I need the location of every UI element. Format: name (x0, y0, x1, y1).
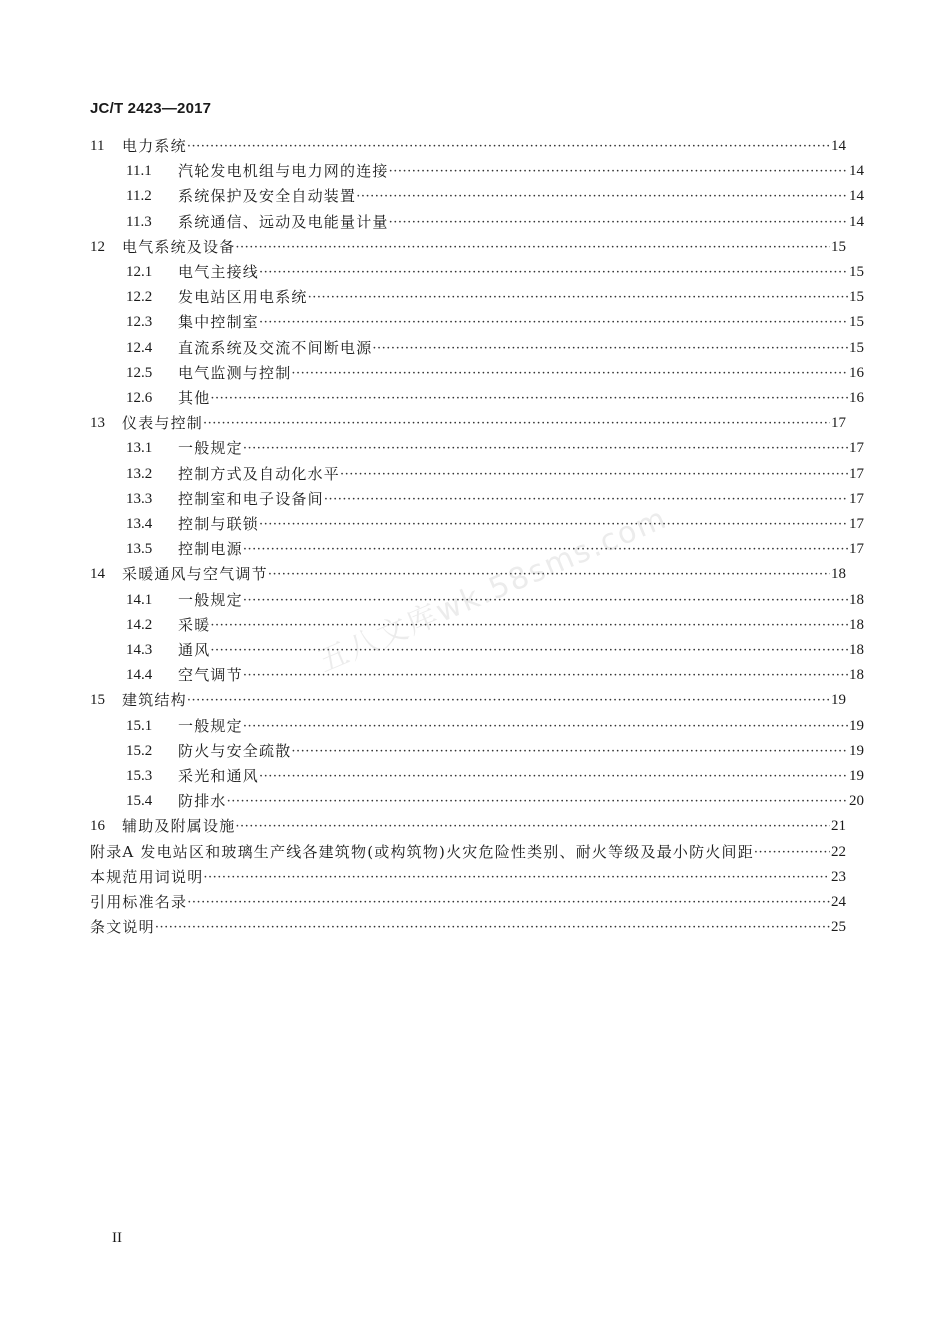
toc-title: 防排水 (178, 792, 227, 811)
toc-leader-dots (291, 739, 848, 764)
toc-page-number: 18 (849, 642, 864, 658)
toc-title: 控制室和电子设备间 (178, 489, 324, 508)
toc-leader-dots (187, 688, 830, 713)
toc-title: 其他 (178, 389, 211, 407)
toc-page-number: 21 (831, 818, 846, 835)
toc-title: 电气监测与控制 (178, 363, 292, 382)
toc-title: 本规范用词说明 (90, 867, 204, 886)
toc-appendix-row[interactable] (90, 915, 846, 940)
toc-title: 采光和通风 (178, 767, 260, 785)
toc-subsection-row[interactable] (108, 336, 864, 361)
toc-number: 16 (90, 818, 105, 835)
toc-page-number: 24 (831, 894, 846, 910)
toc-title: 系统保护及安全自动装置 (178, 187, 357, 206)
toc-page-number: 14 (849, 188, 864, 205)
toc-leader-dots (243, 537, 848, 562)
toc-title: 电力系统 (122, 137, 187, 155)
toc-subsection-row[interactable] (108, 512, 864, 537)
toc-number: 13.2 (126, 465, 153, 482)
document-code: JC/T 2423—2017 (90, 100, 212, 117)
toc-title: 控制电源 (178, 540, 243, 559)
toc-subsection-row[interactable] (108, 310, 864, 335)
toc-page-number: 14 (849, 163, 864, 180)
toc-subsection-row[interactable] (108, 638, 864, 663)
toc-subsection-row[interactable] (108, 487, 864, 512)
toc-subsection-row[interactable] (108, 789, 864, 814)
toc-leader-dots (243, 663, 848, 688)
toc-title: 空气调节 (178, 666, 243, 685)
toc-leader-dots (187, 134, 830, 159)
toc-number: 13 (90, 415, 105, 432)
toc-section-row[interactable] (90, 235, 846, 260)
toc-subsection-row[interactable] (108, 739, 864, 764)
toc-title: 仪表与控制 (122, 414, 204, 433)
toc-page-number: 16 (849, 364, 864, 381)
toc-page-number: 19 (849, 717, 864, 734)
toc-page-number: 19 (849, 768, 864, 784)
toc-page-number: 14 (831, 138, 846, 154)
toc-page-number: 18 (849, 616, 864, 633)
toc-number: 12.3 (126, 314, 153, 331)
toc-page-number: 17 (831, 415, 846, 432)
toc-number: 13.5 (126, 541, 153, 558)
toc-page-number: 25 (831, 919, 846, 936)
toc-subsection-row[interactable] (108, 361, 864, 386)
toc-page-number: 15 (849, 289, 864, 306)
toc-title: 采暖通风与空气调节 (122, 565, 268, 584)
toc-subsection-row[interactable] (108, 159, 864, 184)
page-number: II (112, 1230, 122, 1246)
toc-page-number: 15 (849, 339, 864, 356)
toc-leader-dots (340, 462, 848, 487)
toc-leader-dots (243, 436, 848, 461)
toc-subsection-row[interactable] (108, 184, 864, 209)
toc-leader-dots (243, 714, 848, 739)
toc-subsection-row[interactable] (108, 210, 864, 235)
toc-title: 一般规定 (178, 590, 243, 609)
toc-subsection-row[interactable] (108, 764, 864, 789)
toc-subsection-row[interactable] (108, 588, 864, 613)
toc-page-number: 18 (849, 591, 864, 608)
toc-title: 一般规定 (178, 439, 243, 458)
toc-title: 汽轮发电机组与电力网的连接 (178, 162, 389, 181)
toc-title: 电气系统及设备 (122, 237, 236, 256)
toc-title: 附录A 发电站区和玻璃生产线各建筑物(或构筑物)火灾危险性类别、耐火等级及最小防火间距 (90, 842, 754, 861)
toc-title: 一般规定 (178, 716, 243, 735)
toc-section-row[interactable] (90, 411, 846, 436)
toc-title: 引用标准名录 (90, 893, 188, 911)
toc-number: 11.3 (126, 213, 152, 230)
toc-leader-dots (155, 915, 830, 940)
toc-subsection-row[interactable] (108, 663, 864, 688)
toc-title: 控制与联锁 (178, 515, 260, 533)
toc-leader-dots (389, 210, 848, 235)
toc-leader-dots (389, 159, 848, 184)
toc-number: 13.4 (126, 516, 153, 532)
toc-leader-dots (259, 310, 848, 335)
toc-section-row[interactable] (90, 562, 846, 587)
toc-page-number: 17 (849, 440, 864, 457)
toc-leader-dots (259, 512, 848, 537)
toc-number: 12.5 (126, 364, 153, 381)
toc-subsection-row[interactable] (108, 260, 864, 285)
toc-number: 13.3 (126, 490, 153, 507)
toc-page-number: 17 (849, 465, 864, 482)
toc-title: 建筑结构 (122, 691, 187, 710)
toc-leader-dots (356, 184, 848, 209)
toc-leader-dots (210, 386, 848, 411)
toc-number: 14 (90, 566, 105, 583)
toc-number: 11 (90, 138, 105, 154)
toc-appendix-row[interactable] (90, 865, 846, 890)
toc-number: 12.6 (126, 390, 153, 406)
toc-number: 12.2 (126, 289, 153, 306)
toc-page-number: 18 (849, 667, 864, 684)
toc-page-number: 19 (831, 692, 846, 709)
toc-number: 12 (90, 238, 105, 255)
toc-subsection-row[interactable] (108, 386, 864, 411)
toc-number: 15.4 (126, 793, 153, 810)
toc-title: 通风 (178, 641, 211, 659)
toc-section-row[interactable] (90, 814, 846, 839)
toc-page-number: 15 (849, 314, 864, 331)
toc-title: 辅助及附属设施 (122, 817, 236, 836)
toc-title: 集中控制室 (178, 313, 260, 332)
toc-subsection-row[interactable] (108, 436, 864, 461)
toc-leader-dots (243, 588, 848, 613)
toc-title: 直流系统及交流不间断电源 (178, 338, 373, 357)
toc-leader-dots (308, 285, 848, 310)
toc-page-number: 20 (849, 793, 864, 810)
toc-number: 11.2 (126, 188, 152, 205)
toc-leader-dots (187, 890, 830, 915)
toc-page-number: 17 (849, 490, 864, 507)
toc-page-number: 14 (849, 213, 864, 230)
toc-leader-dots (291, 361, 848, 386)
toc-leader-dots (372, 336, 848, 361)
toc-subsection-row[interactable] (108, 714, 864, 739)
toc-title: 防火与安全疏散 (178, 741, 292, 760)
toc-title: 系统通信、远动及电能量计量 (178, 212, 389, 231)
toc-appendix-row[interactable] (90, 840, 846, 865)
toc-section-row[interactable] (90, 688, 846, 713)
toc-number: 15.1 (126, 717, 153, 734)
toc-title: 发电站区用电系统 (178, 288, 308, 307)
toc-title: 采暖 (178, 615, 211, 634)
toc-leader-dots (268, 562, 830, 587)
toc-leader-dots (259, 260, 848, 285)
toc-title: 条文说明 (90, 918, 155, 937)
toc-title: 电气主接线 (178, 263, 260, 281)
watermark: 五八文库wk.58sms.com (313, 500, 673, 680)
toc-page-number: 15 (831, 238, 846, 255)
toc-number: 11.1 (126, 163, 152, 180)
toc-number: 14.3 (126, 642, 153, 658)
toc-leader-dots (754, 840, 830, 865)
toc-leader-dots (259, 764, 848, 789)
toc-page-number: 22 (831, 843, 846, 860)
toc-appendix-row[interactable] (90, 890, 846, 915)
toc-title: 控制方式及自动化水平 (178, 464, 341, 483)
toc-leader-dots (324, 487, 848, 512)
toc-subsection-row[interactable] (108, 462, 864, 487)
toc-leader-dots (203, 865, 830, 890)
toc-number: 15.3 (126, 768, 153, 784)
toc-leader-dots (235, 235, 830, 260)
toc-number: 12.1 (126, 264, 153, 280)
toc-leader-dots (203, 411, 830, 436)
toc-page-number: 19 (849, 742, 864, 759)
toc-page-number: 18 (831, 566, 846, 583)
toc-leader-dots (235, 814, 830, 839)
toc-number: 14.4 (126, 667, 153, 684)
toc-page-number: 15 (849, 264, 864, 280)
toc-number: 15 (90, 692, 105, 709)
toc-number: 13.1 (126, 440, 153, 457)
toc-subsection-row[interactable] (108, 613, 864, 638)
toc-section-row[interactable] (90, 134, 846, 159)
toc-page-number: 23 (831, 868, 846, 885)
toc-subsection-row[interactable] (108, 285, 864, 310)
toc-page-number: 16 (849, 390, 864, 406)
toc-number: 14.2 (126, 616, 153, 633)
toc-page-number: 17 (849, 541, 864, 558)
toc-page-number: 17 (849, 516, 864, 532)
toc-number: 15.2 (126, 742, 153, 759)
toc-subsection-row[interactable] (108, 537, 864, 562)
toc-leader-dots (210, 613, 848, 638)
toc-number: 12.4 (126, 339, 153, 356)
toc-leader-dots (210, 638, 848, 663)
toc-number: 14.1 (126, 591, 153, 608)
toc-leader-dots (227, 789, 848, 814)
